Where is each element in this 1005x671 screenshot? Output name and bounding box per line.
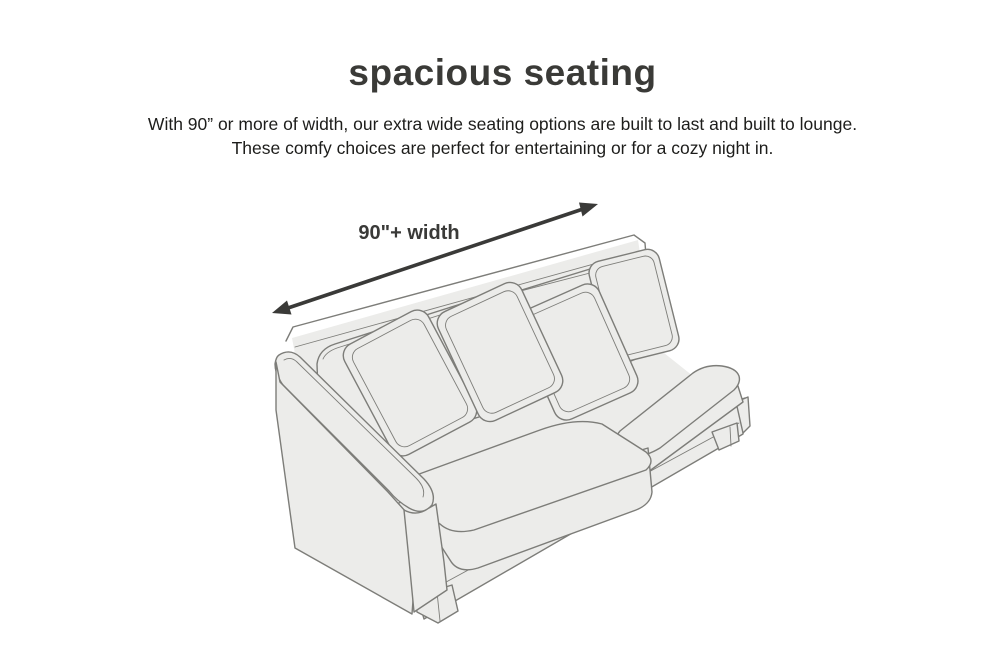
sofa-illustration <box>275 235 750 623</box>
dimension-label: 90"+ width <box>358 222 460 244</box>
dimension-arrowhead-right-icon <box>579 203 598 217</box>
description-line-2: These comfy choices are perfect for entertaining or for a cozy night in. <box>231 138 774 158</box>
page-title: spacious seating <box>348 52 657 93</box>
dimension-arrowhead-left-icon <box>272 301 292 315</box>
description-line-1: With 90” or more of width, our extra wide seating options are built to last and built to lounge. <box>147 114 858 134</box>
